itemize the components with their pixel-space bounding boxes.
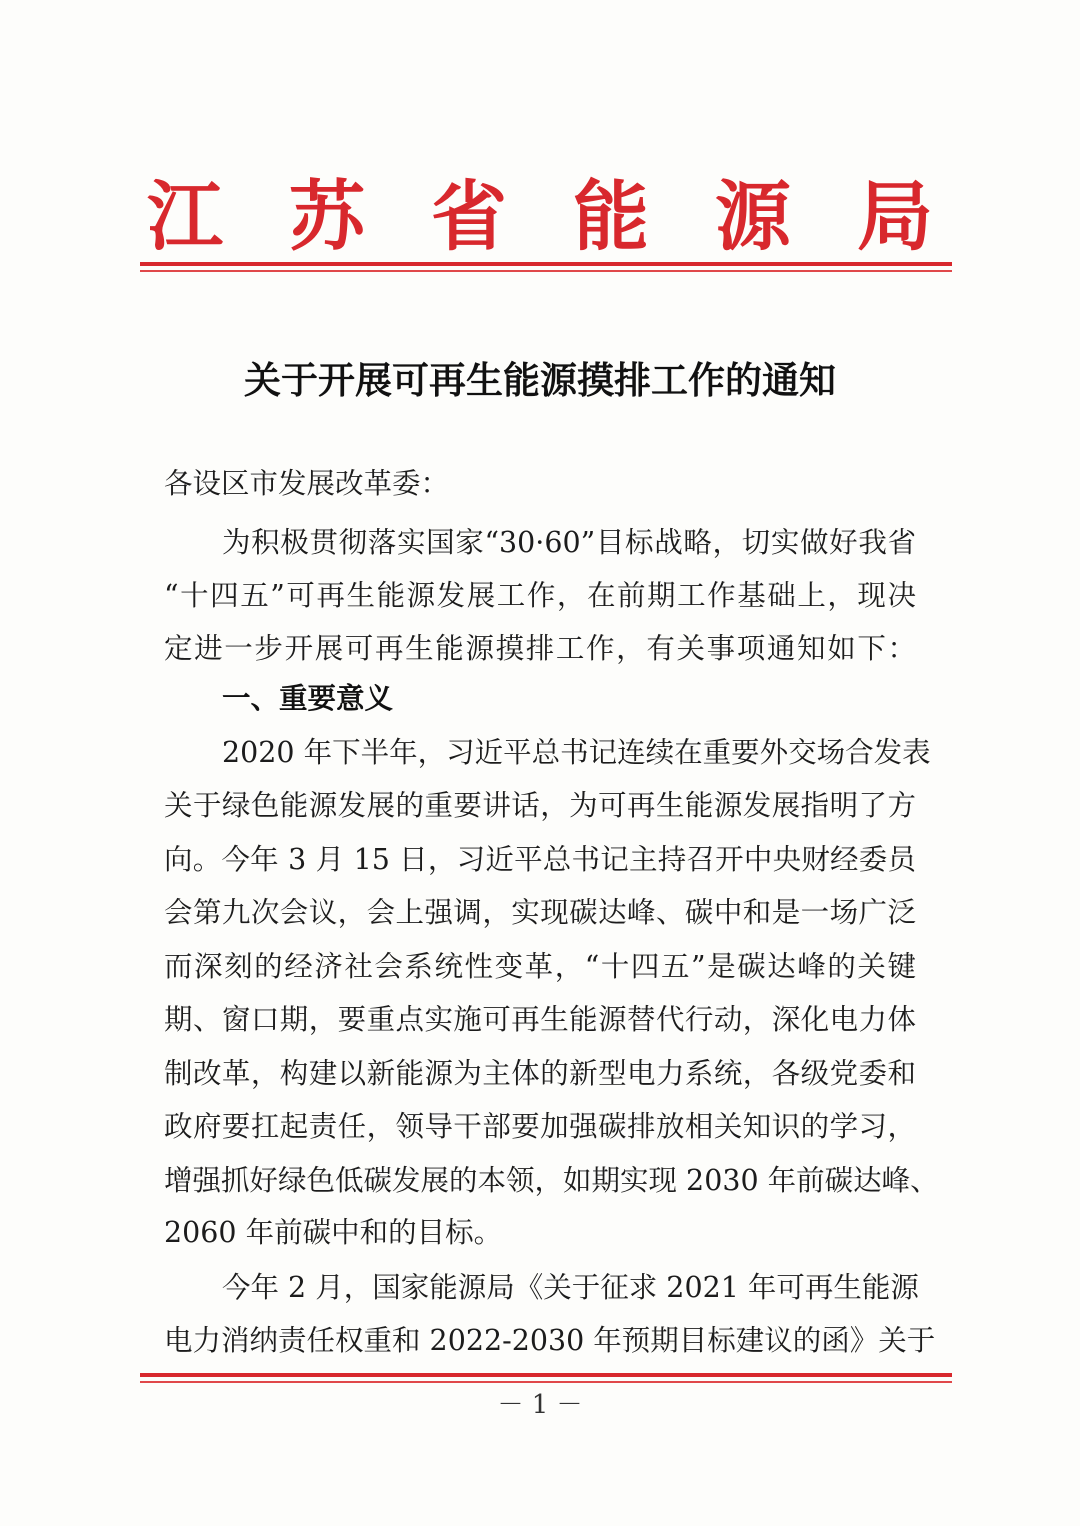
letterhead-divider — [140, 262, 952, 272]
paragraph-line: 关于绿色能源发展的重要讲话，为可再生能源发展指明了方 — [164, 789, 916, 822]
paragraph-line: 为积极贯彻落实国家“30·60”目标战略，切实做好我省 — [222, 526, 916, 559]
paragraph-line: 今年 2 月，国家能源局《关于征求 2021 年可再生能源 — [222, 1271, 919, 1304]
paragraph-line: 向。今年 3 月 15 日，习近平总书记主持召开中央财经委员 — [164, 843, 916, 876]
letterhead-char: 能 — [573, 171, 649, 261]
letterhead-char: 苏 — [289, 171, 365, 261]
paragraph-line: 2060 年前碳中和的目标。 — [164, 1216, 503, 1249]
paragraph-line: 2020 年下半年，习近平总书记连续在重要外交场合发表 — [222, 736, 931, 769]
letterhead-char: 源 — [715, 171, 791, 261]
addressee: 各设区市发展改革委： — [164, 467, 450, 500]
letterhead-char: 江 — [147, 171, 223, 261]
paragraph-line: “十四五”可再生能源发展工作，在前期工作基础上，现决 — [164, 579, 916, 612]
paragraph-line: 会第九次会议，会上强调，实现碳达峰、碳中和是一场广泛 — [164, 896, 916, 929]
paragraph-line: 期、窗口期，要重点实施可再生能源替代行动，深化电力体 — [164, 1003, 916, 1036]
agency-letterhead — [140, 160, 940, 260]
paragraph-line: 而深刻的经济社会系统性变革，“十四五”是碳达峰的关键 — [164, 950, 916, 983]
letterhead-char: 局 — [857, 171, 933, 261]
paragraph-line: 制改革，构建以新能源为主体的新型电力系统，各级党委和 — [164, 1057, 916, 1090]
paragraph-line: 电力消纳责任权重和 2022-2030 年预期目标建议的函》关于 — [164, 1324, 936, 1357]
footer-divider — [140, 1373, 952, 1383]
letterhead-char: 省 — [431, 171, 507, 261]
paragraph-line: 增强抓好绿色低碳发展的本领，如期实现 2030 年前碳达峰、 — [164, 1164, 939, 1197]
section-heading: 一、重要意义 — [222, 682, 394, 715]
paragraph-line: 定进一步开展可再生能源摸排工作，有关事项通知如下： — [164, 632, 916, 665]
document-title: 关于开展可再生能源摸排工作的通知 — [244, 358, 836, 402]
paragraph-line: 政府要扛起责任，领导干部要加强碳排放相关知识的学习， — [164, 1110, 916, 1143]
page-number: － 1 － — [497, 1390, 583, 1420]
